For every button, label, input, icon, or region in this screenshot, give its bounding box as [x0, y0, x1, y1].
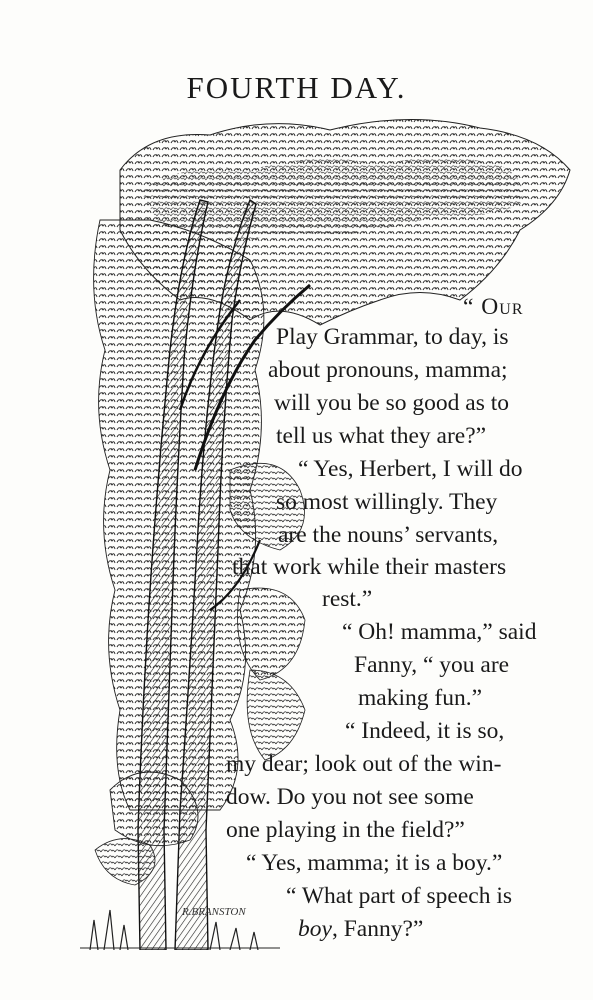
text-line-15: my dear; look out of the win- — [226, 751, 502, 777]
text-line-10: rest.” — [322, 586, 373, 612]
text-line-4: will you be so good as to — [274, 390, 509, 416]
text-line-1: “ Our — [463, 294, 524, 320]
engraver-signature: R.BRANSTON — [182, 906, 246, 918]
text-line-9: that work while their masters — [232, 554, 507, 580]
text-line-13: making fun.” — [358, 685, 482, 711]
text-line-17: one playing in the field?” — [226, 817, 465, 843]
text-line-14: “ Indeed, it is so, — [345, 718, 505, 744]
text-line-6: “ Yes, Herbert, I will do — [298, 456, 523, 482]
text-line-3: about pronouns, mamma; — [268, 357, 508, 383]
text-line-2: Play Grammar, to day, is — [276, 324, 509, 350]
text-line-16: dow. Do you not see some — [226, 784, 474, 810]
text-line-20: boy, Fanny?” — [298, 916, 424, 942]
text-line-7: so most willingly. They — [276, 489, 498, 515]
text-line-18: “ Yes, mamma; it is a boy.” — [246, 850, 503, 876]
text-line-5: tell us what they are?” — [276, 423, 487, 449]
italic-word-boy: boy — [298, 916, 332, 942]
text-line-11: “ Oh! mamma,” said — [342, 619, 537, 645]
text-line-12: Fanny, “ you are — [354, 652, 510, 678]
text-line-8: are the nouns’ servants, — [278, 522, 499, 548]
text-line-19: “ What part of speech is — [286, 883, 512, 909]
chapter-title: FOURTH DAY. — [186, 70, 407, 105]
